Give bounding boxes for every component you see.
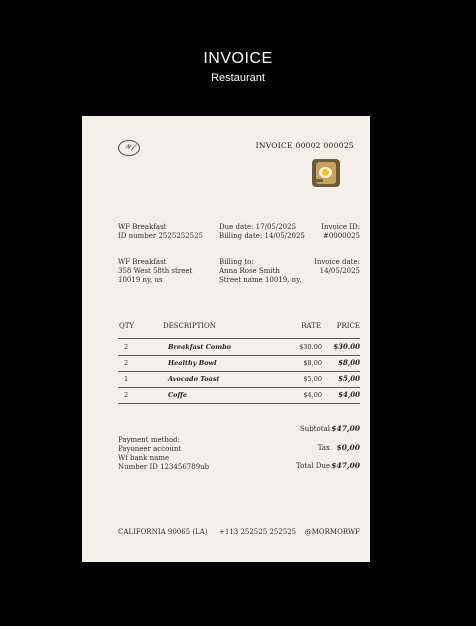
row-price: $8,00 <box>338 358 360 367</box>
billing-to-street: Street name 10019, ny. <box>219 276 302 284</box>
footer-address: CALIFORNIA 90065 (LA) <box>118 528 208 536</box>
address-line-1: WF Breakfast <box>118 258 167 266</box>
row-qty: 2 <box>124 343 129 351</box>
row-description: Avocado Toast <box>168 375 220 383</box>
footer-phone: +113 252525 252525 <box>219 528 297 536</box>
table-row <box>118 356 360 370</box>
billing-to-info <box>219 258 301 285</box>
row-rate: $4,00 <box>303 391 322 399</box>
table-row <box>118 340 360 354</box>
col-qty: QTY <box>119 322 135 330</box>
payment-info <box>118 436 209 472</box>
row-qty: 1 <box>124 375 129 383</box>
invoice-date-value: 14/05/2025 <box>319 267 360 275</box>
address-line-2: 358 West 58th street <box>118 267 193 275</box>
col-price: PRICE <box>336 322 360 330</box>
row-rate: $5,00 <box>303 375 322 383</box>
table-row <box>118 372 360 386</box>
tax-label: Tax <box>317 444 330 452</box>
page-subtitle: Restaurant <box>211 72 265 84</box>
row-rate: $8,00 <box>303 359 322 367</box>
invoice-id-info <box>321 223 360 241</box>
row-qty: 2 <box>124 359 129 367</box>
row-price: $4,00 <box>338 390 360 399</box>
tax-value: $0,00 <box>336 443 360 452</box>
table-divider <box>118 403 360 404</box>
payment-method-label: Payment method: <box>118 436 181 444</box>
address-line-3: 10019 ny, us <box>118 276 163 284</box>
billing-to-name: Anna Rose Smith <box>219 267 280 275</box>
invoice-number: INVOICE 00002 000025 <box>255 141 354 150</box>
subtotal-label: Subtotal <box>299 425 330 433</box>
table-divider <box>118 338 360 339</box>
table-row <box>118 388 360 402</box>
invoice-id-label: Invoice ID: <box>321 223 360 231</box>
food-photo <box>312 159 340 187</box>
total-due-value: $47,00 <box>331 461 360 470</box>
date-info <box>219 223 305 241</box>
row-description: Coffe <box>168 391 188 399</box>
address-info <box>118 258 192 285</box>
table-header <box>118 322 360 334</box>
subtotal-value: $47,00 <box>331 424 360 433</box>
payment-number-id: Number ID 123456789ub <box>118 463 210 471</box>
payment-account: Payoneer account <box>118 445 182 453</box>
billing-date: Billing date: 14/05/2025 <box>219 232 305 240</box>
col-rate: RATE <box>301 322 321 330</box>
sender-id: ID number 2525252525 <box>118 232 203 240</box>
page-title: INVOICE <box>203 50 273 67</box>
row-qty: 2 <box>124 391 129 399</box>
total-due-label: Total Due <box>295 462 330 470</box>
row-price: $30.00 <box>333 342 360 351</box>
row-price: $5,00 <box>338 374 360 383</box>
row-description: Breakfast Combo <box>168 343 231 351</box>
col-description: DESCRIPTION <box>163 322 216 330</box>
sender-info <box>118 223 203 241</box>
billing-to-label: Billing to: <box>219 258 254 266</box>
invoice-document <box>82 116 370 562</box>
sender-name: WF Breakfast <box>118 223 167 231</box>
footer-social: @MORMORWF <box>304 528 360 536</box>
invoice-date-info <box>314 258 360 276</box>
invoice-id-value: #0000025 <box>322 232 360 240</box>
brand-logo: 𝒲𝒻 <box>118 140 140 156</box>
payment-bank: Wf bank name <box>118 454 170 462</box>
row-description: Healthy Bowl <box>168 359 217 367</box>
invoice-date-label: Invoice date: <box>314 258 360 266</box>
due-date: Due date: 17/05/2025 <box>219 223 297 231</box>
row-rate: $30.00 <box>299 343 322 351</box>
